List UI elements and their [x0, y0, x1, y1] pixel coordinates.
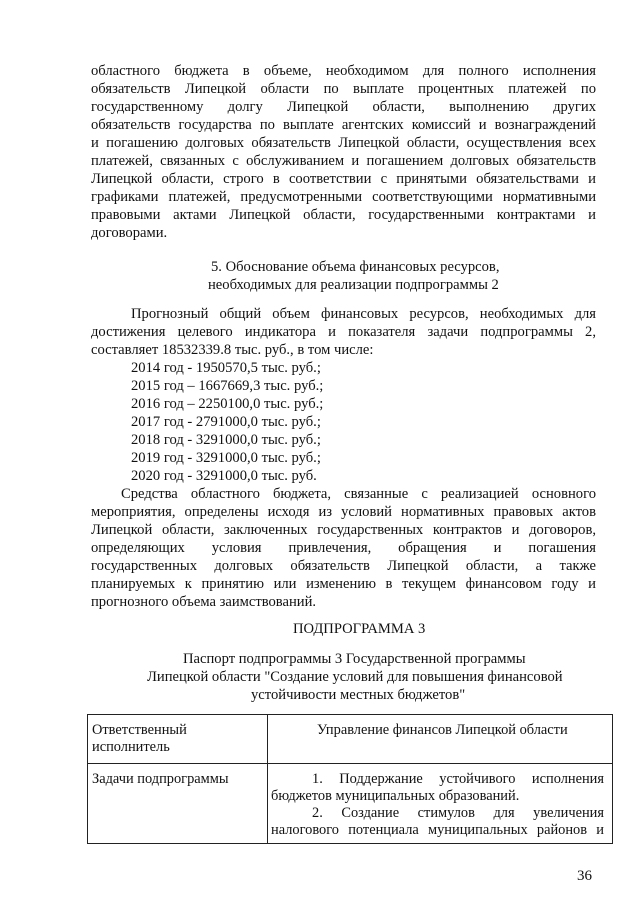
table-border — [87, 715, 88, 843]
paragraph-line: правовыми актами Липецкой области, государственными контрактами и — [91, 207, 596, 223]
paragraph-line: графиками платежей, предусмотренными соответствующими нормативными — [91, 189, 596, 205]
table-border — [87, 763, 613, 764]
paragraph-line: прогнозного объема заимствований. — [91, 594, 317, 610]
table-cell-value: 2. Создание стимулов для увеличения — [312, 805, 604, 821]
paragraph-line: и погашению долговых обязательств Липецкой области, осуществления всех — [91, 135, 596, 151]
table-border — [267, 715, 268, 843]
paragraph-line: областного бюджета в объеме, необходимом для полного исполнения — [91, 63, 596, 79]
table-cell-value: 1. Поддержание устойчивого исполнения — [312, 771, 604, 787]
page-number: 36 — [577, 868, 592, 884]
year-item: 2014 год - 1950570,5 тыс. руб.; — [131, 360, 321, 376]
paragraph-line: государственному долгу Липецкой области, выполнению других — [91, 99, 596, 115]
paragraph-line: Липецкой области, строго в соответствии с принятыми обязательствами и — [91, 171, 596, 187]
year-item: 2019 год - 3291000,0 тыс. руб.; — [131, 450, 321, 466]
paragraph-line: обязательств Липецкой области по выплате процентных платежей по — [91, 81, 596, 97]
passport-heading: устойчивости местных бюджетов" — [251, 687, 466, 703]
paragraph-line: планируемых к принятию или изменению в текущем финансовом году и — [91, 576, 596, 592]
subprogram-title: ПОДПРОГРАММА 3 — [293, 621, 426, 637]
year-item: 2020 год - 3291000,0 тыс. руб. — [131, 468, 317, 484]
section-heading: необходимых для реализации подпрограммы 2 — [208, 277, 499, 293]
paragraph-line: платежей, связанных с обслуживанием и погашением долговых обязательств — [91, 153, 596, 169]
paragraph-line: достижения целевого индикатора и показателя задачи подпрограммы 2, — [91, 324, 596, 340]
paragraph-line: мероприятия, определены исходя из условий нормативных правовых актов — [91, 504, 596, 520]
passport-heading: Липецкой области "Создание условий для повышения финансовой — [147, 669, 563, 685]
paragraph-line: Липецкой области, заключенных государственных контрактов и договоров, — [91, 522, 596, 538]
year-item: 2016 год – 2250100,0 тыс. руб.; — [131, 396, 324, 412]
paragraph-line: Прогнозный общий объем финансовых ресурсов, необходимых для — [131, 306, 596, 322]
passport-heading: Паспорт подпрограммы 3 Государственной программы — [183, 651, 526, 667]
paragraph-line: обязательств государства по выплате агентских комиссий и вознаграждений — [91, 117, 596, 133]
paragraph-line: договорами. — [91, 225, 168, 241]
table-cell-label: Ответственный — [92, 722, 187, 738]
paragraph-line: Средства областного бюджета, связанные с реализацией основного — [121, 486, 596, 502]
table-cell-label: Задачи подпрограммы — [92, 771, 229, 787]
table-cell-value: налогового потенциала муниципальных районов и — [271, 822, 604, 838]
paragraph-line: составляет 18532339.8 тыс. руб., в том числе: — [91, 342, 374, 358]
table-cell-value: Управление финансов Липецкой области — [317, 722, 568, 738]
paragraph-line: государственных долговых обязательств Липецкой области, а также — [91, 558, 596, 574]
paragraph-line: определяющих условия привлечения, обращения и погашения — [91, 540, 596, 556]
year-item: 2017 год - 2791000,0 тыс. руб.; — [131, 414, 321, 430]
year-item: 2015 год – 1667669,3 тыс. руб.; — [131, 378, 324, 394]
table-cell-label: исполнитель — [92, 739, 170, 755]
passport-table — [87, 714, 613, 844]
section-heading: 5. Обоснование объема финансовых ресурсов, — [211, 259, 500, 275]
table-border — [612, 715, 613, 843]
year-item: 2018 год - 3291000,0 тыс. руб.; — [131, 432, 321, 448]
table-cell-value: бюджетов муниципальных образований. — [271, 788, 520, 804]
